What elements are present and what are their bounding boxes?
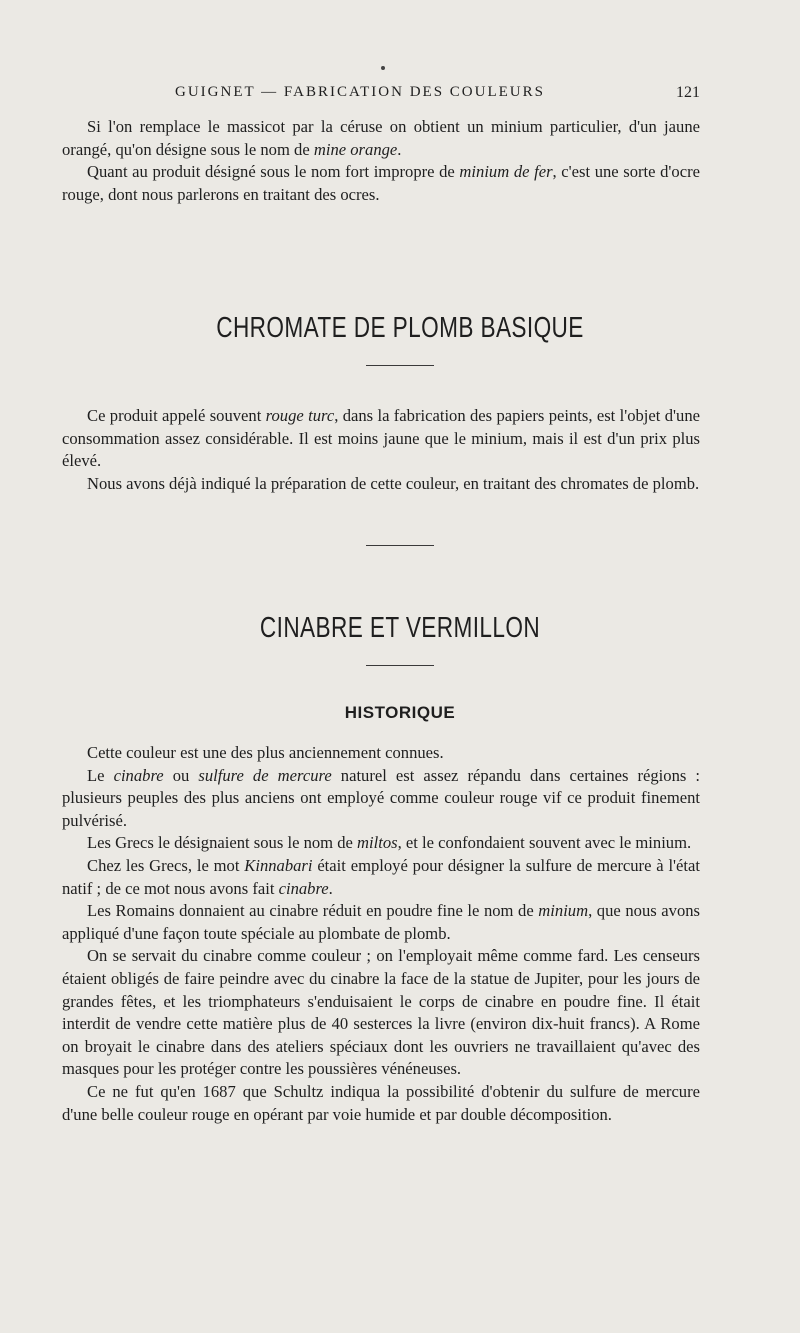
paragraph: Le cinabre ou sulfure de mercure naturel est assez répandu dans certaines régions : plusieurs peuples des plus anciens ont employé comme couleur rouge vif ce produit finement pulvérisé.: [62, 765, 701, 830]
divider: [366, 665, 434, 666]
intro-text: [62, 116, 700, 206]
running-title: GUIGNET — FABRICATION DES COULEURS: [175, 84, 545, 100]
page-mark: [381, 66, 385, 70]
divider: [366, 545, 434, 546]
section-title-chromate: CHROMATE DE PLOMB BASIQUE: [216, 312, 584, 344]
divider: [366, 365, 434, 366]
paragraph: On se servait du cinabre comme couleur ; on l'employait même comme fard. Les censeurs étaient obligés de faire peindre avec du cinabre la face de la statue de Jupiter, pour les jours de grandes fêtes, et les triomphateurs s'enduisaient le corps de cinabre en poudre fine. Il était interdit de vendre cette matière plus de 40 sesterces la livre (environ dix-huit francs). A Rome on broyait le cinabre dans des ateliers spéciaux dont les ouvriers ne travaillaient qu'avec des masques pour les protéger contre les poussières vénéneuses.: [62, 946, 700, 1079]
paragraph: Ce ne fut qu'en 1687 que Schultz indiqua la possibilité d'obtenir du sulfure de mercure d'une belle couleur rouge en opérant par voie humide et par double décomposition.: [62, 1081, 700, 1124]
historique-text: [62, 742, 700, 1126]
paragraph: Quant au produit désigné sous le nom fort impropre de minium de fer, c'est une sorte d'ocre rouge, dont nous parlerons en traitant des ocres.: [62, 162, 700, 204]
paragraph: Nous avons déjà indiqué la préparation de cette couleur, en traitant des chromates de plomb.: [87, 473, 700, 493]
section-title-cinabre: CINABRE ET VERMILLON: [259, 612, 541, 644]
paragraph: Ce produit appelé souvent rouge turc, dans la fabrication des papiers peints, est l'objet d'une consommation assez considérable. Il est moins jaune que le minium, mais il est d'un prix plus élevé.: [62, 406, 700, 471]
page-number: 121: [676, 84, 700, 101]
subsection-title: HISTORIQUE: [344, 703, 456, 722]
paragraph: Cette couleur est une des plus anciennement connues.: [87, 743, 444, 762]
paragraph: Si l'on remplace le massicot par la céruse on obtient un minium particulier, d'un jaune orangé, qu'on désigne sous le nom de mine orange.: [62, 117, 700, 159]
chromate-text: [62, 405, 700, 495]
running-header: [60, 84, 700, 108]
paragraph: Chez les Grecs, le mot Kinnabari était employé pour désigner la sulfure de mercure à l'état natif ; de ce mot nous avons fait cinabre.: [62, 855, 700, 898]
paragraph: Les Grecs le désignaient sous le nom de miltos, et le confondaient souvent avec le minium.: [87, 833, 692, 853]
paragraph: Les Romains donnaient au cinabre réduit en poudre fine le nom de minium, que nous avons appliqué d'une façon toute spéciale au plombate de plomb.: [62, 901, 701, 943]
